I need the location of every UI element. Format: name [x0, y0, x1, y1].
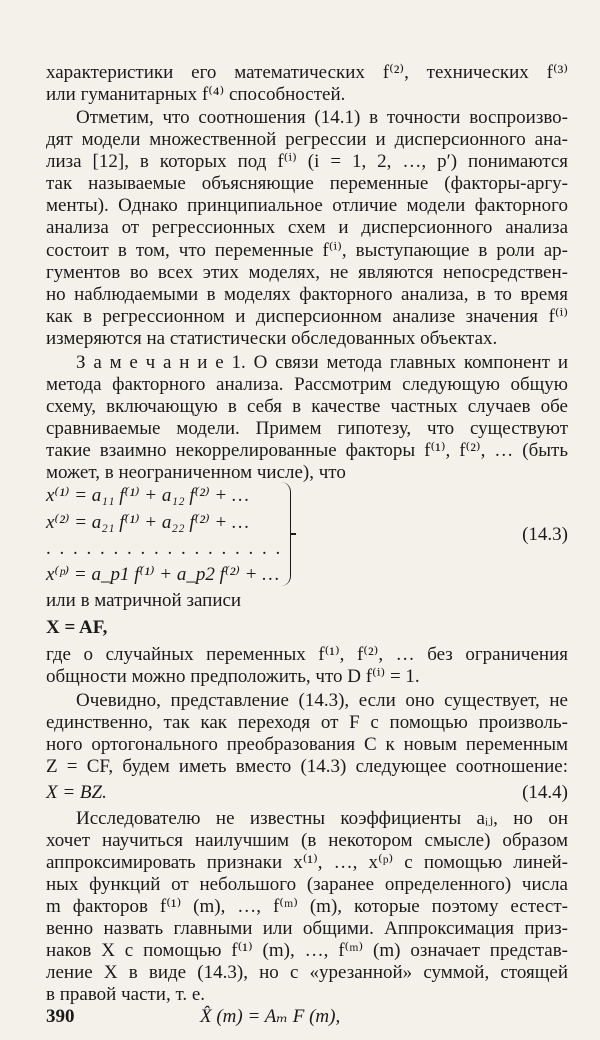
text-line: ных функций от небольшого (заранее определенного) числа	[46, 874, 568, 895]
text-line: аппроксимировать признаки x⁽¹⁾, …, x⁽ᵖ⁾ с помощью линей-	[46, 852, 568, 873]
text-line: характеристики его математических f⁽²⁾, технических f⁽³⁾	[46, 62, 568, 83]
text-line: лиза [12], в которых под f⁽ⁱ⁾ (i = 1, 2, …, p′) понимаются	[46, 151, 568, 172]
text-line: анализа от регрессионных схем и дисперсионного анализа	[46, 217, 568, 238]
text-line: в правой части, т. е.	[46, 984, 206, 1005]
final-equation: X̂ (m) = Aₘ F (m),	[200, 1006, 341, 1027]
equation-brace-tip	[290, 533, 296, 535]
text-line: Отметим, что соотношения (14.1) в точности воспроизво-	[76, 107, 568, 128]
text-line: состоит в том, что переменные f⁽ⁱ⁾, выступающие в роли ар-	[46, 240, 568, 261]
equation-number: (14.4)	[522, 782, 568, 803]
text-line: или гуманитарных f⁽⁴⁾ способностей.	[46, 84, 346, 105]
equation-dots: . . . . . . . . . . . . . . . . . .	[46, 538, 283, 559]
text-line: З а м е ч а н и е 1. О связи метода главных компонент и	[76, 352, 568, 373]
text-line: схему, включающую в себя в качестве частных случаев обе	[46, 396, 568, 417]
text-line: может, в неограниченном числе), что	[46, 462, 346, 483]
text-line: так называемые объясняющие переменные (факторы-аргу-	[46, 173, 568, 194]
text-line: или в матричной записи	[46, 590, 242, 611]
text-line: общности можно предположить, что D f⁽ⁱ⁾ = 1.	[46, 666, 420, 687]
text-line: измеряются на статистически обследованных объектах.	[46, 328, 498, 349]
text-line: менты). Однако принципиальное отличие модели факторного	[46, 195, 568, 216]
text-line: Z = CF, будем иметь вместо (14.3) следующее соотношение:	[46, 756, 568, 777]
text-line: ного ортогонального преобразования C к новым переменным	[46, 734, 568, 755]
text-line: Исследователю не известны коэффициенты aᵢⱼ, но он	[76, 808, 568, 829]
text-line: гументов во всех этих моделях, не являются непосредствен-	[46, 262, 568, 283]
text-line: m факторов f⁽¹⁾ (m), …, f⁽ᵐ⁾ (m), которые поэтому естест-	[46, 896, 568, 917]
text-line: но наблюдаемыми в моделях факторного анализа, в то время	[46, 284, 568, 305]
text-line: как в регрессионном и дисперсионном анализе значения f⁽ⁱ⁾	[46, 306, 568, 327]
equation-number: (14.3)	[522, 524, 568, 545]
equation-14-4: X = BZ.	[46, 782, 107, 803]
text-line: дят модели множественной регрессии и дисперсионного ана-	[46, 129, 568, 150]
matrix-equation: X = AF,	[46, 617, 108, 638]
text-line: сравниваемые модели. Примем гипотезу, что существуют	[46, 418, 568, 439]
equation-row: x⁽¹⁾ = a₁₁ f⁽¹⁾ + a₁₂ f⁽²⁾ + …	[46, 485, 249, 506]
text-line: метода факторного анализа. Рассмотрим следующую общую	[46, 374, 568, 395]
text-line: где о случайных переменных f⁽¹⁾, f⁽²⁾, … без ограничения	[46, 644, 568, 665]
text-line: ление X в виде (14.3), но с «урезанной» суммой, стоящей	[46, 962, 568, 983]
page-number: 390	[46, 1006, 75, 1027]
text-line: Очевидно, представление (14.3), если оно существует, не	[76, 690, 568, 711]
text-line: единственно, так как переходя от F с помощью произволь-	[46, 712, 568, 733]
text-line: наков X с помощью f⁽¹⁾ (m), …, f⁽ᵐ⁾ (m) означает представ-	[46, 940, 568, 961]
text-line: венно назвать главными или общими. Аппроксимация приз-	[46, 918, 568, 939]
text-line: хочет научиться наилучшим (в некотором смысле) образом	[46, 830, 568, 851]
equation-row: x⁽ᵖ⁾ = a_p1 f⁽¹⁾ + a_p2 f⁽²⁾ + …	[46, 564, 280, 585]
text-line: такие взаимно некоррелированные факторы f⁽¹⁾, f⁽²⁾, … (быть	[46, 440, 568, 461]
equation-row: x⁽²⁾ = a₂₁ f⁽¹⁾ + a₂₂ f⁽²⁾ + …	[46, 512, 249, 533]
